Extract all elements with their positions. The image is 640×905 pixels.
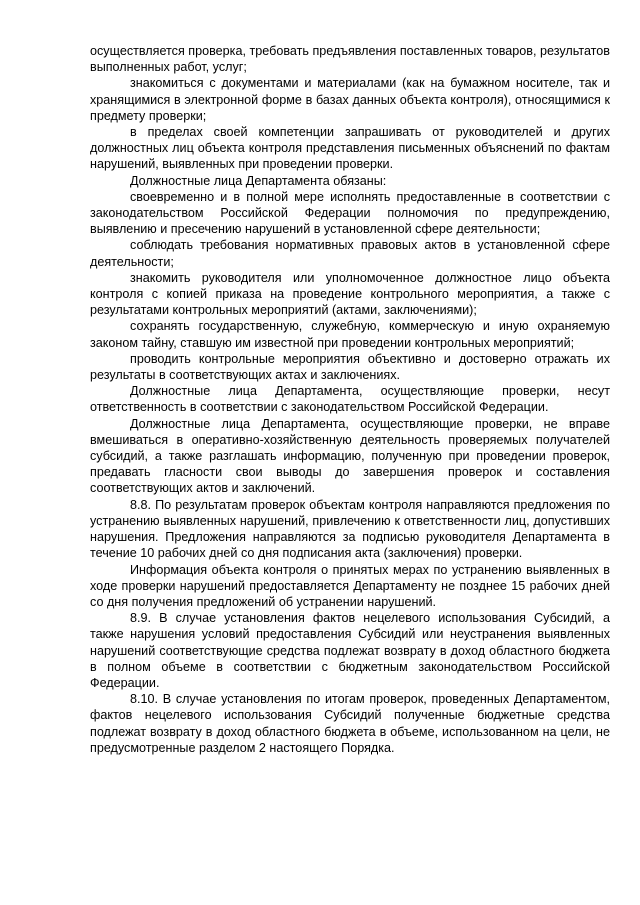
paragraph: знакомиться с документами и материалами (как на бумажном носителе, так и хранящимися в электронной форме в базах данных объекта контроля), относящимися к предмету проверки;	[90, 76, 610, 123]
paragraph: Должностные лица Департамента, осуществляющие проверки, не вправе вмешиваться в оперативно-хозяйственную деятельность проверяемых получателей субсидий, а также разглашать информацию, полученную при проведении проверок, предавать гласности свои выводы до завершения проверок и составления соответствующих актов и заключений.	[90, 416, 610, 496]
paragraph: 8.8. По результатам проверок объектам контроля направляются предложения по устранению выявленных нарушений, привлечению к ответственности лиц, допустивших нарушения. Предложения направляются за подписью руководителя Департамента в течение 10 рабочих дней со дня подписания акта (заключения) проверки.	[90, 497, 610, 561]
paragraph: в пределах своей компетенции запрашивать от руководителей и других должностных лиц объекта контроля представления письменных объяснений по фактам нарушений, выявленных при проведении проверки.	[90, 125, 610, 172]
paragraph: Должностные лица Департамента, осуществляющие проверки, несут ответственность в соответствии с законодательством Российской Федерации.	[90, 384, 610, 415]
paragraph: сохранять государственную, служебную, коммерческую и иную охраняемую законом тайну, ставшую им известной при проведении контрольных мероприятий;	[90, 319, 610, 350]
paragraph: Информация объекта контроля о принятых мерах по устранению выявленных в ходе проверки нарушений предоставляется Департаменту не позднее 15 рабочих дней со дня получения предложений об устранении нарушений.	[90, 562, 610, 609]
document-page	[90, 43, 610, 756]
paragraph: Должностные лица Департамента обязаны:	[130, 173, 387, 188]
paragraph: осуществляется проверка, требовать предъявления поставленных товаров, результатов выполненных работ, услуг;	[90, 44, 610, 75]
paragraph: 8.9. В случае установления фактов нецелевого использования Субсидий, а также нарушения условий предоставления Субсидий или неустранения выявленных нарушений соответствующие средства подлежат возврату в доход областного бюджета в полном объеме в соответствии с бюджетным законодательством Российской Федерации.	[90, 611, 610, 690]
paragraph: своевременно и в полной мере исполнять предоставленные в соответствии с законодательством Российской Федерации полномочия по предупреждению, выявлению и пресечению нарушений в установленной сфере деятельности;	[90, 189, 610, 237]
paragraph: 8.10. В случае установления по итогам проверок, проведенных Департаментом, фактов нецелевого использования Субсидий полученные бюджетные средства подлежат возврату в доход областного бюджета в объеме, использованном на цели, не предусмотренные разделом 2 настоящего Порядка.	[90, 692, 610, 755]
paragraph: знакомить руководителя или уполномоченное должностное лицо объекта контроля с копией приказа на проведение контрольного мероприятия, а также с результатами контрольных мероприятий (актами, заключениями);	[90, 270, 610, 318]
paragraph: соблюдать требования нормативных правовых актов в установленной сфере деятельности;	[90, 238, 610, 269]
paragraph: проводить контрольные мероприятия объективно и достоверно отражать их результаты в соответствующих актах и заключениях.	[90, 351, 610, 383]
